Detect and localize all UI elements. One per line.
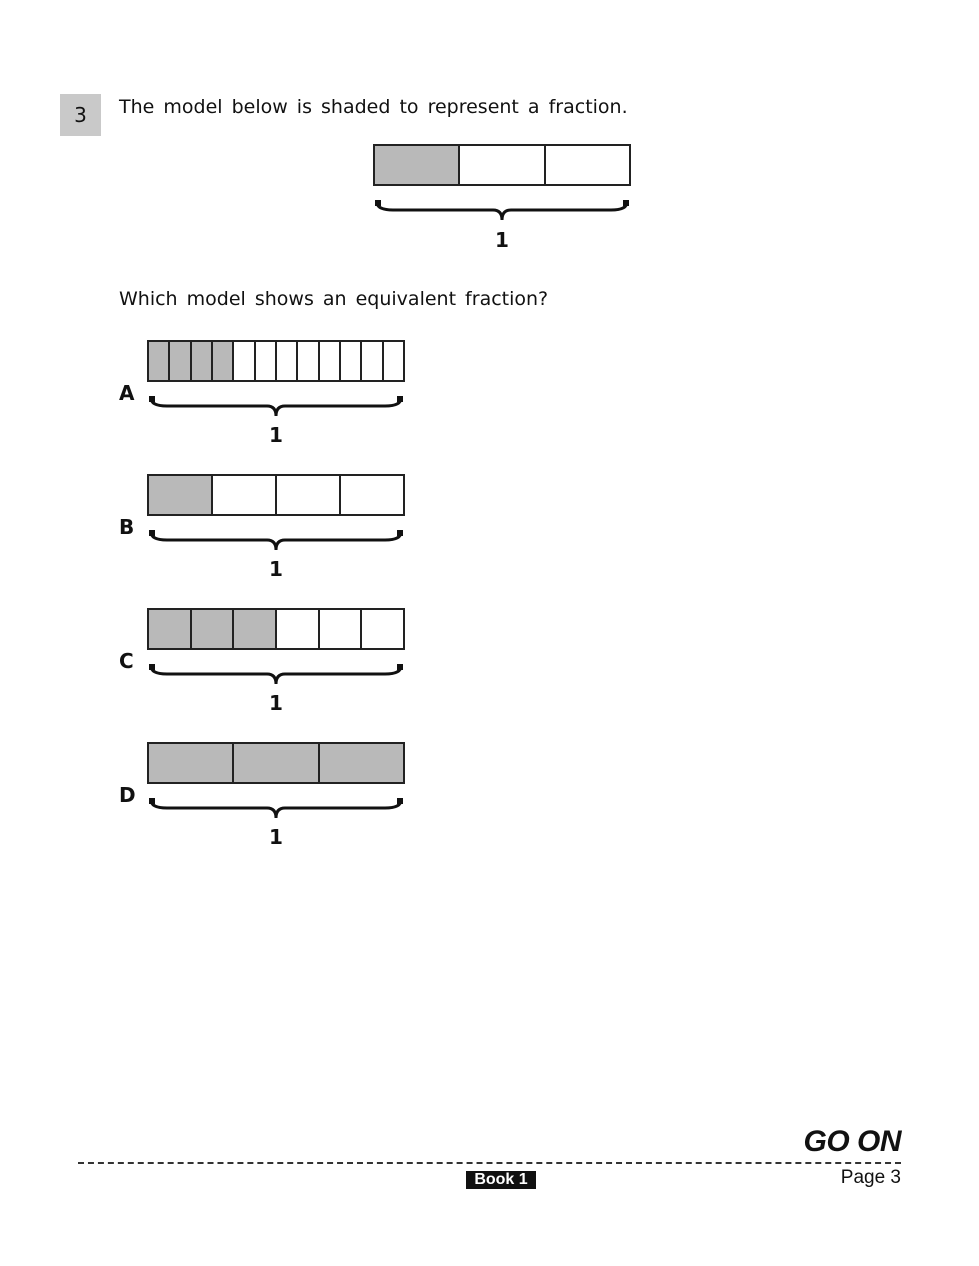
go-on-label: GO ON bbox=[803, 1125, 901, 1158]
option-c-segment-shaded bbox=[149, 610, 192, 648]
whole-brace bbox=[373, 198, 631, 222]
option-c-segment-shaded bbox=[192, 610, 235, 648]
option-a-segment bbox=[234, 342, 255, 380]
option-a-whole-label: 1 bbox=[269, 423, 283, 447]
option-c-whole-label: 1 bbox=[269, 691, 283, 715]
option-a-segment bbox=[256, 342, 277, 380]
model-segment bbox=[460, 146, 545, 184]
whole-label: 1 bbox=[495, 228, 509, 252]
option-c-bar[interactable] bbox=[147, 608, 405, 650]
option-a-segment bbox=[384, 342, 403, 380]
option-b-whole-label: 1 bbox=[269, 557, 283, 581]
model-segment-shaded bbox=[375, 146, 460, 184]
question-stem: The model below is shaded to represent a fraction. bbox=[119, 96, 628, 118]
option-a-segment bbox=[341, 342, 362, 380]
option-a-segment bbox=[298, 342, 319, 380]
option-c-letter[interactable]: C bbox=[119, 649, 134, 673]
fraction-model-bar bbox=[373, 144, 631, 186]
option-d-segment-shaded bbox=[234, 744, 319, 782]
option-d-segment-shaded bbox=[320, 744, 403, 782]
option-a-segment bbox=[362, 342, 383, 380]
option-b-segment bbox=[277, 476, 341, 514]
option-d-brace bbox=[147, 796, 405, 820]
option-a-segment-shaded bbox=[170, 342, 191, 380]
footer-divider bbox=[78, 1162, 901, 1164]
option-b-segment-shaded bbox=[149, 476, 213, 514]
option-b-segment bbox=[341, 476, 403, 514]
option-d-whole-label: 1 bbox=[269, 825, 283, 849]
option-c-segment bbox=[362, 610, 403, 648]
option-a-segment bbox=[277, 342, 298, 380]
option-a-segment-shaded bbox=[192, 342, 213, 380]
option-a-bar[interactable] bbox=[147, 340, 405, 382]
question-prompt: Which model shows an equivalent fraction? bbox=[119, 288, 549, 310]
option-c-segment bbox=[320, 610, 363, 648]
question-number: 3 bbox=[60, 94, 101, 136]
option-d-bar[interactable] bbox=[147, 742, 405, 784]
page-number: Page 3 bbox=[840, 1167, 901, 1188]
option-a-letter[interactable]: A bbox=[119, 381, 135, 405]
option-a-segment-shaded bbox=[149, 342, 170, 380]
option-b-segment bbox=[213, 476, 277, 514]
book-badge: Book 1 bbox=[466, 1171, 536, 1189]
option-c-segment bbox=[277, 610, 320, 648]
option-a-segment bbox=[320, 342, 341, 380]
option-d-segment-shaded bbox=[149, 744, 234, 782]
option-b-letter[interactable]: B bbox=[119, 515, 135, 539]
option-a-brace bbox=[147, 394, 405, 418]
option-a-segment-shaded bbox=[213, 342, 234, 380]
option-b-bar[interactable] bbox=[147, 474, 405, 516]
option-b-brace bbox=[147, 528, 405, 552]
option-d-letter[interactable]: D bbox=[119, 783, 136, 807]
option-c-segment-shaded bbox=[234, 610, 277, 648]
model-segment bbox=[546, 146, 629, 184]
option-c-brace bbox=[147, 662, 405, 686]
